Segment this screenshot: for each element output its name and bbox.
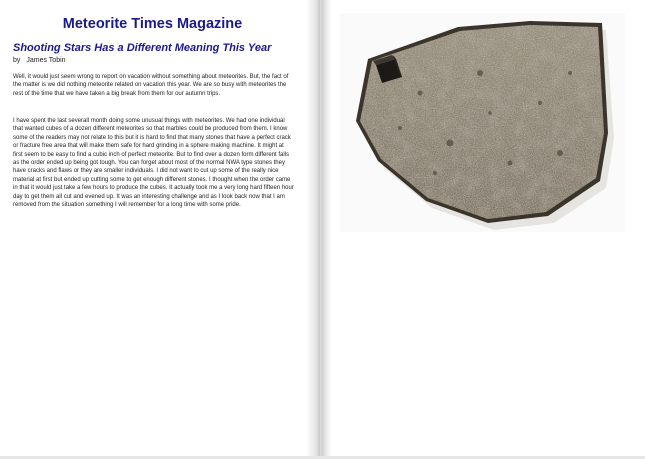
left-page [0,0,320,459]
page-gutter-shadow [322,0,332,459]
byline-prefix: by [13,57,21,64]
article-paragraph: Well, it would just seem wrong to report on vacation without something about meteorites. But, the fact of the matter is we did nothing meteorite related on vacation this year. We are so busy with meteorites the rest of the time that we have taken a big break from them for our autumn trips. [13,74,289,97]
meteorite-slice-image [340,13,625,232]
meteorite-photo [340,13,625,232]
magazine-title: Meteorite Times Magazine [62,16,243,32]
author-name: James Tobin [26,57,66,64]
article-paragraph: I have spent the last severall month doing some unusual things with meteorites. We had one individual that wanted cubes of a dozen different meteorites so that marbles could be produced from them. I know some of the readers may not relate to this but it is hard to find that many stones that have a perfect crack or fracture free area that will make them safe for hard grinding in a sphere making machine. It might at first seem to be easy to find a cubic inch of perfect meteorite. But to find over a dozen form different falls as the order ended up being got tough. You can forget about most of the normal NWA type stones they have cracks and flaws or they are smaller individuals. I did not want to cut up some of the really nice material at first but ended up cutting some to get enough different stones. I thought when the order came in that it would just take a few hours to produce the cubes. It actually took me a very long hard fifteen hour day to get them all cut and evened up. It was an interesting challenge and as I look back now that I am removed from the situation something I will remember for a long time with some pride. [13,118,294,209]
page-gutter-shadow [306,0,320,459]
article-title: Shooting Stars Has a Different Meaning This Year [13,42,272,54]
byline [13,57,66,64]
right-page [322,0,645,459]
